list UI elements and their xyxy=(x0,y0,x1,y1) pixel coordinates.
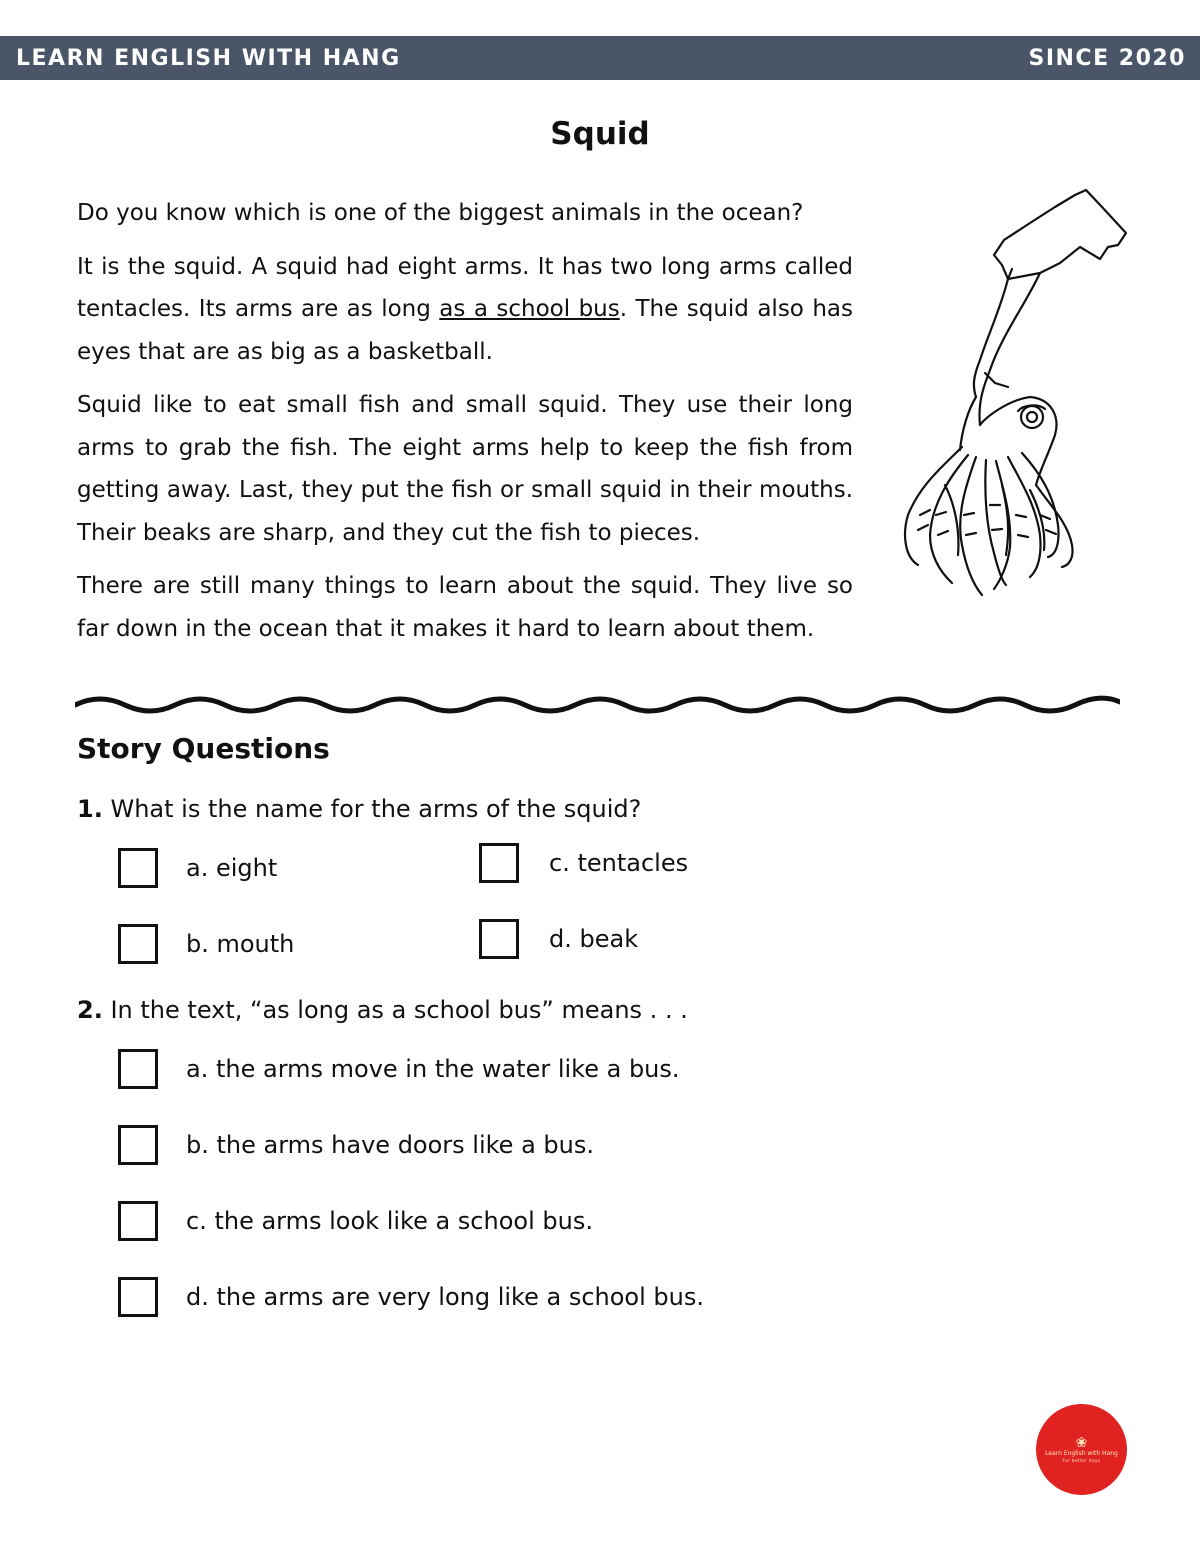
underlined-phrase: as a school bus xyxy=(439,296,620,322)
brand-logo xyxy=(1036,1404,1127,1495)
checkbox[interactable] xyxy=(118,1049,158,1089)
checkbox[interactable] xyxy=(479,919,519,959)
checkbox[interactable] xyxy=(118,848,158,888)
page-title: Squid xyxy=(550,116,650,152)
option-label: b. mouth xyxy=(186,930,295,958)
q2-option-c[interactable] xyxy=(118,1201,593,1241)
q1-option-c[interactable] xyxy=(479,843,688,883)
checkbox[interactable] xyxy=(118,1277,158,1317)
passage-paragraph-2 xyxy=(77,246,853,374)
q2-option-b[interactable] xyxy=(118,1125,594,1165)
question-number: 2. xyxy=(77,996,103,1024)
checkbox[interactable] xyxy=(479,843,519,883)
question-1 xyxy=(77,795,641,823)
q1-option-d[interactable] xyxy=(479,919,638,959)
question-text: What is the name for the arms of the squid? xyxy=(110,795,642,823)
logo-line-1: Learn English with Hang xyxy=(1045,1449,1118,1457)
checkbox[interactable] xyxy=(118,924,158,964)
option-label: c. tentacles xyxy=(549,849,689,877)
option-label: b. the arms have doors like a bus. xyxy=(186,1131,594,1159)
option-label: d. beak xyxy=(549,925,639,953)
logo-line-2: For better days xyxy=(1062,1457,1101,1463)
passage-paragraph-1: Do you know which is one of the biggest animals in the ocean? xyxy=(77,200,804,226)
question-text: In the text, “as long as a school bus” means . . . xyxy=(110,996,688,1024)
q1-option-a[interactable] xyxy=(118,848,277,888)
passage-paragraph-4: There are still many things to learn about the squid. They live so far down in the ocean that it makes it hard to learn about them. xyxy=(77,573,853,642)
q2-option-a[interactable] xyxy=(118,1049,680,1089)
question-2 xyxy=(77,996,688,1024)
squid-illustration xyxy=(890,185,1140,625)
header-bar xyxy=(0,36,1200,80)
option-label: a. the arms move in the water like a bus. xyxy=(186,1055,680,1083)
passage-text: . The squid also has eyes that are as big as a basketball. xyxy=(77,296,853,365)
since-label: SINCE 2020 xyxy=(1028,45,1186,71)
wavy-divider xyxy=(75,688,1120,722)
checkbox[interactable] xyxy=(118,1201,158,1241)
question-number: 1. xyxy=(77,795,103,823)
lotus-icon: ❀ xyxy=(1075,1434,1088,1451)
passage-paragraph-3: Squid like to eat small fish and small squid. They use their long arms to grab the fish. The eight arms help to keep the fish from getting away. Last, they put the fish or small squid in their mouths. Their beaks are sharp, and they cut the fish to pieces. xyxy=(77,392,853,546)
option-label: a. eight xyxy=(186,854,278,882)
q1-option-b[interactable] xyxy=(118,924,294,964)
brand-name: LEARN ENGLISH WITH HANG xyxy=(16,45,401,71)
checkbox[interactable] xyxy=(118,1125,158,1165)
questions-heading: Story Questions xyxy=(77,732,330,765)
option-label: d. the arms are very long like a school bus. xyxy=(186,1283,704,1311)
option-label: c. the arms look like a school bus. xyxy=(186,1207,593,1235)
q2-option-d[interactable] xyxy=(118,1277,704,1317)
reading-passage xyxy=(77,192,853,661)
passage-text: It is the squid. A squid had eight arms. It has two long arms called tentacles. Its arms are as long xyxy=(77,253,853,322)
